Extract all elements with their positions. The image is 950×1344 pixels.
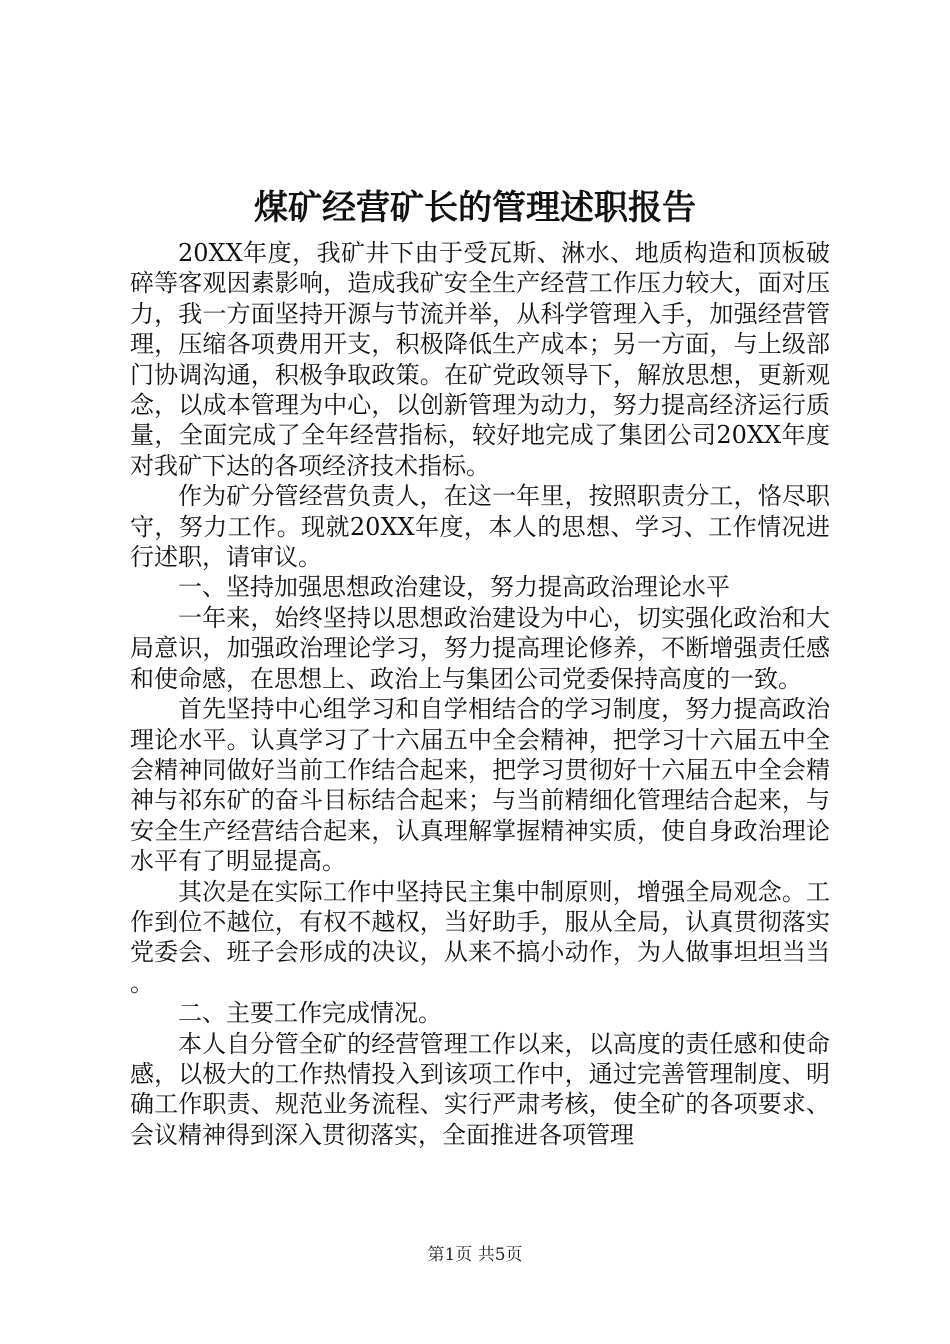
paragraph: 20XX年度，我矿井下由于受瓦斯、淋水、地质构造和顶板破碎等客观因素影响，造成我矿安全生产经营工作压力较大，面对压力，我一方面坚持开源与节流并举，从科学管理入手，加强经营管理，压缩各项费用开支，积极降低生产成本；另一方面，与上级部门协调沟通，积极争取政策。在矿党政领导下，解放思想，更新观念，以成本管理为中心，以创新管理为动力，努力提高经济运行质量，全面完成了全年经营指标，较好地完成了集团公司20XX年度对我矿下达的各项经济技术指标。 bbox=[130, 239, 830, 480]
section-heading: 二、主要工作完成情况。 bbox=[178, 999, 442, 1028]
page-footer: 第1页 共5页 bbox=[427, 1245, 523, 1265]
document-body bbox=[130, 238, 830, 1150]
paragraph: 其次是在实际工作中坚持民主集中制原则，增强全局观念。工作到位不越位，有权不越权，当好助手，服从全局，认真贯彻落实党委会、班子会形成的决议，从来不搞小动作，为人做事坦坦当当。 bbox=[130, 877, 830, 997]
paragraph: 作为矿分管经营负责人，在这一年里，按照职责分工，恪尽职守，努力工作。现就20XX年度，本人的思想、学习、工作情况进行述职，请审议。 bbox=[130, 482, 830, 572]
document-title: 煤矿经营矿长的管理述职报告 bbox=[254, 188, 696, 228]
paragraph: 首先坚持中心组学习和自学相结合的学习制度，努力提高政治理论水平。认真学习了十六届五中全会精神，把学习十六届五中全会精神同做好当前工作结合起来，把学习贯彻好十六届五中全会精神与祁东矿的奋斗目标结合起来；与当前精细化管理结合起来，与安全生产经营结合起来，认真理解掌握精神实质，使自身政治理论水平有了明显提高。 bbox=[130, 695, 830, 876]
paragraph: 一年来，始终坚持以思想政治建设为中心，切实强化政治和大局意识，加强政治理论学习，努力提高理论修养，不断增强责任感和使命感，在思想上、政治上与集团公司党委保持高度的一致。 bbox=[130, 603, 830, 693]
paragraph: 本人自分管全矿的经营管理工作以来，以高度的责任感和使命感，以极大的工作热情投入到该项工作中，通过完善管理制度、明确工作职责、规范业务流程、实行严肃考核，使全矿的各项要求、会议精神得到深入贯彻落实，全面推进各项管理 bbox=[130, 1029, 830, 1149]
section-heading: 一、坚持加强思想政治建设，努力提高政治理论水平 bbox=[178, 573, 730, 602]
